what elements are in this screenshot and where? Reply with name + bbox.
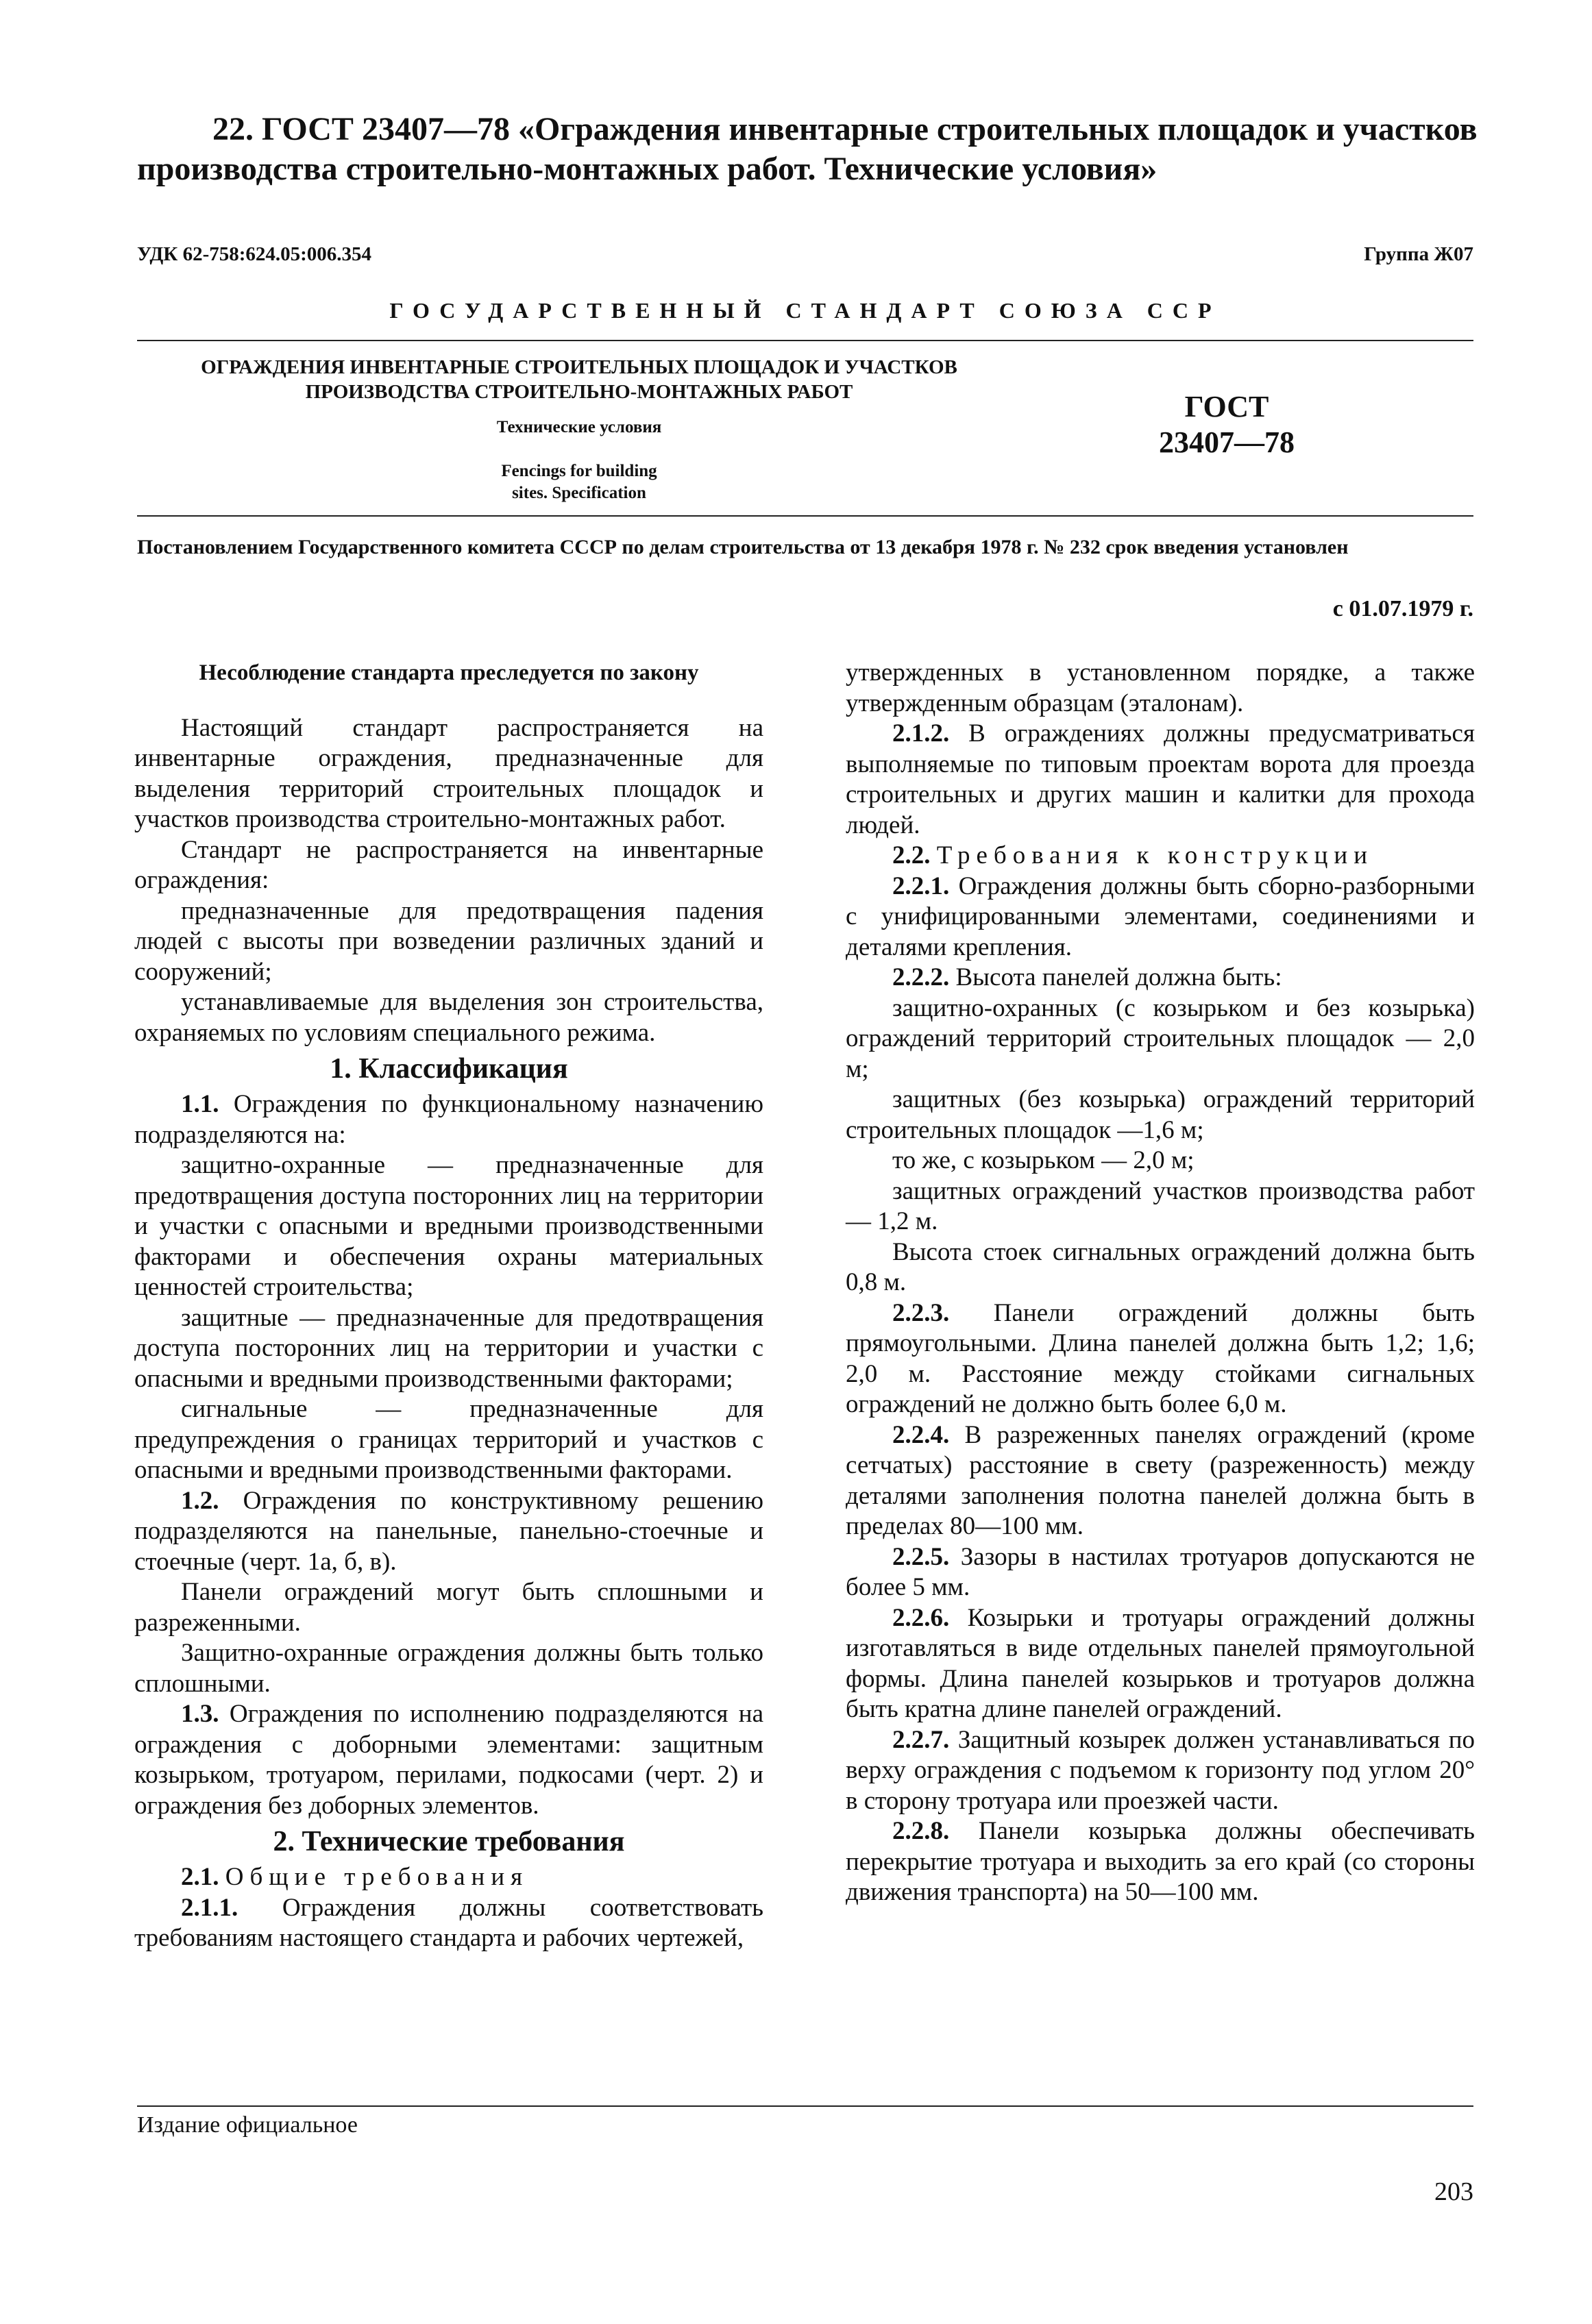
gost-designation bbox=[1124, 389, 1330, 460]
clause-number: 2.1. bbox=[181, 1863, 219, 1891]
subsection-title: Требования к конструкции bbox=[936, 841, 1374, 869]
group-code: Группа Ж07 bbox=[1364, 243, 1473, 265]
paragraph: предназначенные для предотвращения падения людей с высоты при возведении различных зданий и сооружений; bbox=[134, 896, 763, 986]
clause-text: Защитный козырек должен устанавливаться по верху ограждения с подъемом к горизонту под углом 20° в сторону тротуара или проезжей части. bbox=[846, 1725, 1475, 1815]
clause-2-1 bbox=[134, 1862, 763, 1893]
clause-text: В ограждениях должны предусматриваться выполняемые по типовым проектам ворота для проезда строительных и других машин и калитки для прохода людей. bbox=[846, 719, 1475, 839]
paragraph: то же, с козырьком — 2,0 м; bbox=[892, 1146, 1195, 1174]
document-title: 22. ГОСТ 23407—78 «Ограждения инвентарные строительных площадок и участков производства строительно-монтажных работ. Технические условия» bbox=[137, 111, 1478, 187]
clause-number: 2.2.4. bbox=[892, 1420, 950, 1449]
clause-number: 2.1.2. bbox=[892, 719, 950, 747]
paragraph: Стандарт не распространяется на инвентарные ограждения: bbox=[134, 835, 763, 894]
left-column bbox=[134, 658, 763, 1954]
udk-code: УДК 62-758:624.05:006.354 bbox=[137, 243, 372, 265]
english-title-line1: Fencings for building bbox=[501, 462, 657, 480]
paragraph: защитные — предназначенные для предотвращения доступа посторонних лиц на территории и участки с опасными и вредными производственными факторами; bbox=[134, 1303, 763, 1393]
section-heading: 2. Технические требования bbox=[273, 1826, 625, 1857]
subsection-title: Общие требования bbox=[225, 1863, 529, 1891]
clause-text: Ограждения по функциональному назначению подразделяются на: bbox=[134, 1090, 763, 1149]
clause-text: Ограждения по исполнению подразделяются на ограждения с доборными элементами: защитным козырьком, тротуаром, перилами, подкосами (черт. 2) и ограждения без доборных элементов. bbox=[134, 1700, 763, 1820]
page-number: 203 bbox=[1434, 2177, 1473, 2206]
clause-2-2-1 bbox=[846, 872, 1475, 963]
clause-number: 2.2.2. bbox=[892, 963, 950, 991]
official-edition-note: Издание официальное bbox=[137, 2112, 358, 2138]
paragraph: защитно-охранные — предназначенные для предотвращения доступа посторонних лиц на территории и участки с опасными и вредными производственными факторами и обеспечения охраны материальных ценностей строительства; bbox=[134, 1151, 763, 1301]
clause-1-2 bbox=[134, 1486, 763, 1578]
footer-rule bbox=[137, 2105, 1473, 2107]
clause-number: 2.1.1. bbox=[181, 1893, 238, 1922]
paragraph: Настоящий стандарт распространяется на инвентарные ограждения, предназначенные для выделения территорий строительных площадок и участков производства строительно-монтажных работ. bbox=[134, 713, 763, 833]
clause-2-2-5 bbox=[846, 1542, 1475, 1603]
clause-number: 2.2.5. bbox=[892, 1542, 950, 1571]
paragraph: Высота стоек сигнальных ограждений должна быть 0,8 м. bbox=[846, 1237, 1475, 1296]
clause-2-2-2 bbox=[846, 963, 1475, 993]
paragraph: утвержденных в установленном порядке, а также утвержденным образцам (эталонам). bbox=[846, 658, 1475, 717]
clause-text: Ограждения по конструктивному решению подразделяются на панельные, панельно-стоечные и стоечные (черт. 1а, б, в). bbox=[134, 1486, 763, 1576]
clause-number: 2.2.6. bbox=[892, 1603, 950, 1632]
paragraph: сигнальные — предназначенные для предупреждения о границах территорий и участков с опасными и вредными производственными факторами. bbox=[134, 1395, 763, 1484]
standard-title-block bbox=[137, 355, 1021, 504]
gost-label: ГОСТ bbox=[1184, 390, 1269, 423]
clause-number: 1.1. bbox=[181, 1090, 219, 1118]
clause-number: 2.2.1. bbox=[892, 872, 950, 900]
clause-1-3 bbox=[134, 1699, 763, 1821]
gost-number: 23407—78 bbox=[1159, 425, 1295, 459]
section-heading: 1. Классификация bbox=[330, 1053, 568, 1085]
effective-date: с 01.07.1979 г. bbox=[1332, 596, 1473, 621]
english-title bbox=[137, 460, 1021, 504]
paragraph: защитных ограждений участков производства работ — 1,2 м. bbox=[846, 1176, 1475, 1235]
clause-number: 2.2.3. bbox=[892, 1298, 950, 1327]
standard-subtitle: Технические условия bbox=[496, 418, 662, 436]
clause-2-2-7 bbox=[846, 1725, 1475, 1817]
clause-2-1-1 bbox=[134, 1893, 763, 1954]
clause-text: Панели ограждений должны быть прямоугольными. Длина панелей должна быть 1,2; 1,6; 2,0 м. Расстояние между стойками сигнальных ограждений не должно быть более 6,0 м. bbox=[846, 1298, 1475, 1418]
header-bottom-rule bbox=[137, 515, 1473, 517]
law-warning: Несоблюдение стандарта преследуется по закону bbox=[199, 660, 699, 685]
paragraph: Панели ограждений могут быть сплошными и разреженными. bbox=[134, 1578, 763, 1637]
clause-2-2-4 bbox=[846, 1420, 1475, 1542]
clause-text: В разреженных панелях ограждений (кроме сетчатых) расстояние в свету (разреженность) между деталями заполнения полотна панелей должна быть в пределах 80—100 мм. bbox=[846, 1420, 1475, 1540]
paragraph: устанавливаемые для выделения зон строительства, охраняемых по условиям специального режима. bbox=[134, 988, 763, 1047]
clause-number: 1.2. bbox=[181, 1486, 219, 1515]
clause-2-2-8 bbox=[846, 1816, 1475, 1908]
clause-number: 2.2. bbox=[892, 841, 931, 869]
standard-title-line1: ОГРАЖДЕНИЯ ИНВЕНТАРНЫЕ СТРОИТЕЛЬНЫХ ПЛОЩАДОК И УЧАСТКОВ bbox=[201, 356, 957, 378]
clause-text: Панели козырька должны обеспечивать перекрытие тротуара и выходить за его край (со стороны движения транспорта) на 50—100 мм. bbox=[846, 1817, 1475, 1906]
clause-text: Козырьки и тротуары ограждений должны изготавляться в виде отдельных панелей прямоугольной формы. Длина панелей козырьков и тротуаров должна быть кратна длине панелей ограждений. bbox=[846, 1603, 1475, 1723]
clause-text: Зазоры в настилах тротуаров допускаются не более 5 мм. bbox=[846, 1542, 1475, 1601]
paragraph: защитно-охранных (с козырьком и без козырька) ограждений территорий строительных площадок — 2,0 м; bbox=[846, 993, 1475, 1083]
standard-title-line2: ПРОИЗВОДСТВА СТРОИТЕЛЬНО-МОНТАЖНЫХ РАБОТ bbox=[305, 381, 853, 403]
clause-2-1-2 bbox=[846, 719, 1475, 841]
clause-number: 1.3. bbox=[181, 1700, 219, 1728]
clause-1-1 bbox=[134, 1089, 763, 1150]
header-top-rule bbox=[137, 340, 1473, 341]
clause-2-2-6 bbox=[846, 1603, 1475, 1725]
clause-2-2 bbox=[846, 841, 1475, 872]
state-standard-heading: ГОСУДАРСТВЕННЫЙ СТАНДАРТ СОЮЗА ССР bbox=[389, 298, 1221, 323]
clause-2-2-3 bbox=[846, 1298, 1475, 1420]
clause-text: Ограждения должны соответствовать требованиям настоящего стандарта и рабочих чертежей, bbox=[134, 1893, 763, 1952]
clause-text: Высота панелей должна быть: bbox=[949, 963, 1282, 991]
right-column bbox=[846, 658, 1475, 1908]
clause-number: 2.2.8. bbox=[892, 1817, 950, 1845]
decree-text: Постановлением Государственного комитета СССР по делам строительства от 13 декабря 1978 г. № 232 срок введения установлен bbox=[137, 536, 1349, 558]
paragraph: защитных (без козырька) ограждений территорий строительных площадок —1,6 м; bbox=[846, 1085, 1475, 1144]
english-title-line2: sites. Specification bbox=[512, 484, 646, 502]
paragraph: Защитно-охранные ограждения должны быть только сплошными. bbox=[134, 1639, 763, 1698]
clause-text: Ограждения должны быть сборно-разборными с унифицированными элементами, соединениями и деталями крепления. bbox=[846, 872, 1475, 961]
clause-number: 2.2.7. bbox=[892, 1725, 950, 1754]
